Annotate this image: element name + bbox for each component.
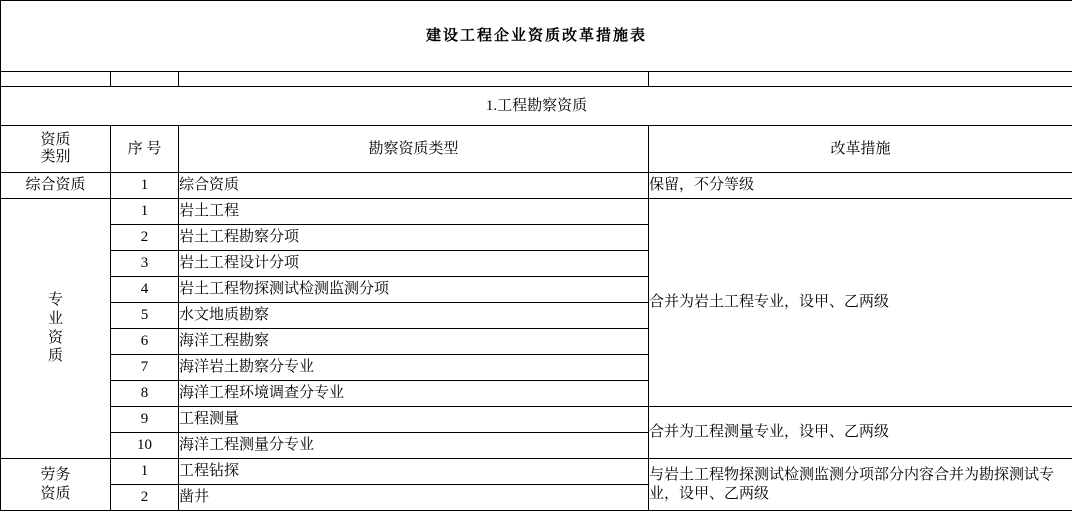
header-qual-type: 勘察资质类型: [179, 126, 649, 173]
row-qual-type: 岩土工程勘察分项: [179, 225, 649, 251]
table-row: [1, 173, 1072, 199]
table-row: [1, 199, 1072, 225]
row-index: 1: [111, 199, 179, 225]
row-index: 9: [111, 407, 179, 433]
row-index: 2: [111, 485, 179, 511]
spacer-row: [1, 72, 1072, 87]
row-qual-type: 水文地质勘察: [179, 303, 649, 329]
row-measure: 合并为工程测量专业，设甲、乙两级: [649, 407, 1072, 459]
table-row: [1, 459, 1072, 485]
table-row: [1, 407, 1072, 433]
spacer-cell-4: [649, 72, 1072, 87]
row-index: 5: [111, 303, 179, 329]
table-header-row: [1, 126, 1072, 173]
spacer-cell-1: [1, 72, 111, 87]
category-labor: [1, 459, 111, 511]
category-professional-c3: 资: [47, 329, 63, 346]
row-index: 6: [111, 329, 179, 355]
category-professional-c2: 业: [47, 310, 63, 327]
header-reform: 改革措施: [649, 126, 1072, 173]
section-title: 1.工程勘察资质: [1, 87, 1072, 126]
category-labor-line1: 劳务: [40, 466, 71, 483]
row-index: 8: [111, 381, 179, 407]
row-index: 1: [111, 173, 179, 199]
category-professional: [1, 199, 111, 459]
page-title: 建设工程企业资质改革措施表: [1, 1, 1072, 72]
row-index: 7: [111, 355, 179, 381]
header-category-line2: 类别: [40, 149, 71, 165]
header-category: [1, 126, 111, 173]
row-index: 3: [111, 251, 179, 277]
row-measure: 与岩土工程物探测试检测监测分项部分内容合并为勘探测试专业，设甲、乙两级: [649, 459, 1072, 511]
row-qual-type: 海洋工程勘察: [179, 329, 649, 355]
category-professional-c4: 质: [47, 348, 63, 365]
row-qual-type: 海洋工程环境调查分专业: [179, 381, 649, 407]
row-qual-type: 岩土工程: [179, 199, 649, 225]
section-title-row: [1, 87, 1072, 126]
header-category-line1: 资质: [40, 131, 71, 148]
row-qual-type: 工程钻探: [179, 459, 649, 485]
row-qual-type: 工程测量: [179, 407, 649, 433]
row-measure: 合并为岩土工程专业，设甲、乙两级: [649, 199, 1072, 407]
spacer-cell-2: [111, 72, 179, 87]
spacer-cell-3: [179, 72, 649, 87]
row-qual-type: 海洋岩土勘察分专业: [179, 355, 649, 381]
row-qual-type: 岩土工程物探测试检测监测分项: [179, 277, 649, 303]
title-row: [1, 1, 1072, 72]
row-qual-type: 岩土工程设计分项: [179, 251, 649, 277]
row-qual-type: 海洋工程测量分专业: [179, 433, 649, 459]
row-index: 1: [111, 459, 179, 485]
row-index: 2: [111, 225, 179, 251]
row-index: 10: [111, 433, 179, 459]
row-qual-type: 综合资质: [179, 173, 649, 199]
header-index: 序 号: [111, 126, 179, 173]
category-comprehensive: 综合资质: [1, 173, 111, 199]
row-measure: 保留，不分等级: [649, 173, 1072, 199]
category-labor-line2: 资质: [40, 485, 71, 502]
category-professional-c1: 专: [47, 292, 63, 308]
row-index: 4: [111, 277, 179, 303]
row-qual-type: 凿井: [179, 485, 649, 511]
